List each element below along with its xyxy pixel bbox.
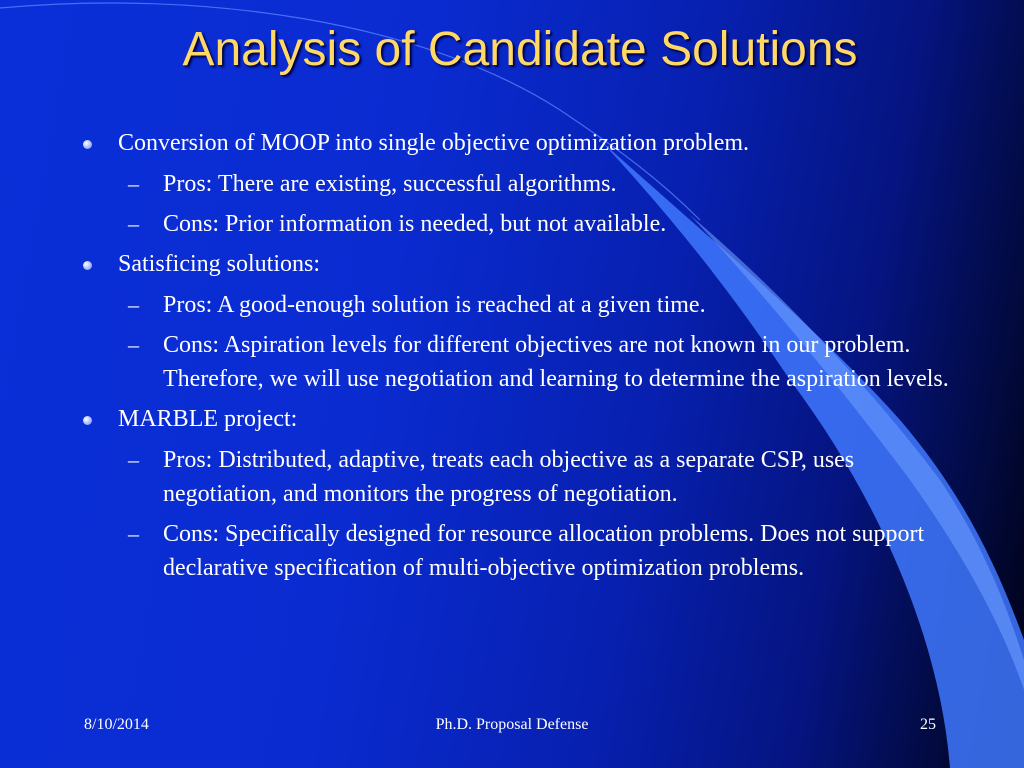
slide-title: Analysis of Candidate Solutions bbox=[182, 23, 858, 76]
sub-bullet-item bbox=[80, 288, 950, 322]
dash-icon: – bbox=[128, 521, 139, 546]
footer-page-number: 25 bbox=[920, 716, 936, 733]
dash-icon: – bbox=[128, 211, 139, 236]
bullet-text: Pros: Distributed, adaptive, treats each objective as a separate CSP, uses negotiation, and monitors the progress of negotiation. bbox=[163, 447, 855, 507]
footer-title: Ph.D. Proposal Defense bbox=[435, 716, 589, 733]
bullet-dot-icon bbox=[83, 416, 92, 425]
sub-bullet-item bbox=[80, 207, 950, 241]
dash-icon: – bbox=[128, 292, 139, 317]
dash-icon: – bbox=[128, 332, 139, 357]
sub-bullet-item bbox=[80, 167, 950, 201]
bullet-text: Conversion of MOOP into single objective optimization problem. bbox=[118, 130, 750, 156]
sub-bullet-item bbox=[80, 443, 950, 511]
bullet-item bbox=[80, 402, 950, 436]
bullet-item bbox=[80, 126, 950, 160]
dash-icon: – bbox=[128, 171, 139, 196]
bullet-item bbox=[80, 247, 950, 281]
bullet-text: Pros: A good-enough solution is reached at a given time. bbox=[163, 292, 706, 318]
bullet-dot-icon bbox=[83, 261, 92, 270]
sub-bullet-item bbox=[80, 328, 950, 396]
bullet-text: Satisficing solutions: bbox=[118, 251, 321, 277]
dash-icon: – bbox=[128, 447, 139, 472]
bullet-text: Pros: There are existing, successful algorithms. bbox=[163, 171, 617, 197]
sub-bullet-item bbox=[80, 517, 950, 585]
footer-date: 8/10/2014 bbox=[84, 716, 149, 733]
bullet-text: Cons: Specifically designed for resource allocation problems. Does not support declarative specification of multi-objective optimization problems. bbox=[163, 521, 925, 581]
bullet-text: Cons: Prior information is needed, but not available. bbox=[163, 211, 667, 237]
bullet-dot-icon bbox=[83, 140, 92, 149]
bullet-list bbox=[80, 126, 950, 591]
bullet-text: MARBLE project: bbox=[118, 406, 298, 432]
bullet-text: Cons: Aspiration levels for different objectives are not known in our problem. Therefore, we will use negotiation and learning to determine the aspiration levels. bbox=[163, 332, 949, 392]
